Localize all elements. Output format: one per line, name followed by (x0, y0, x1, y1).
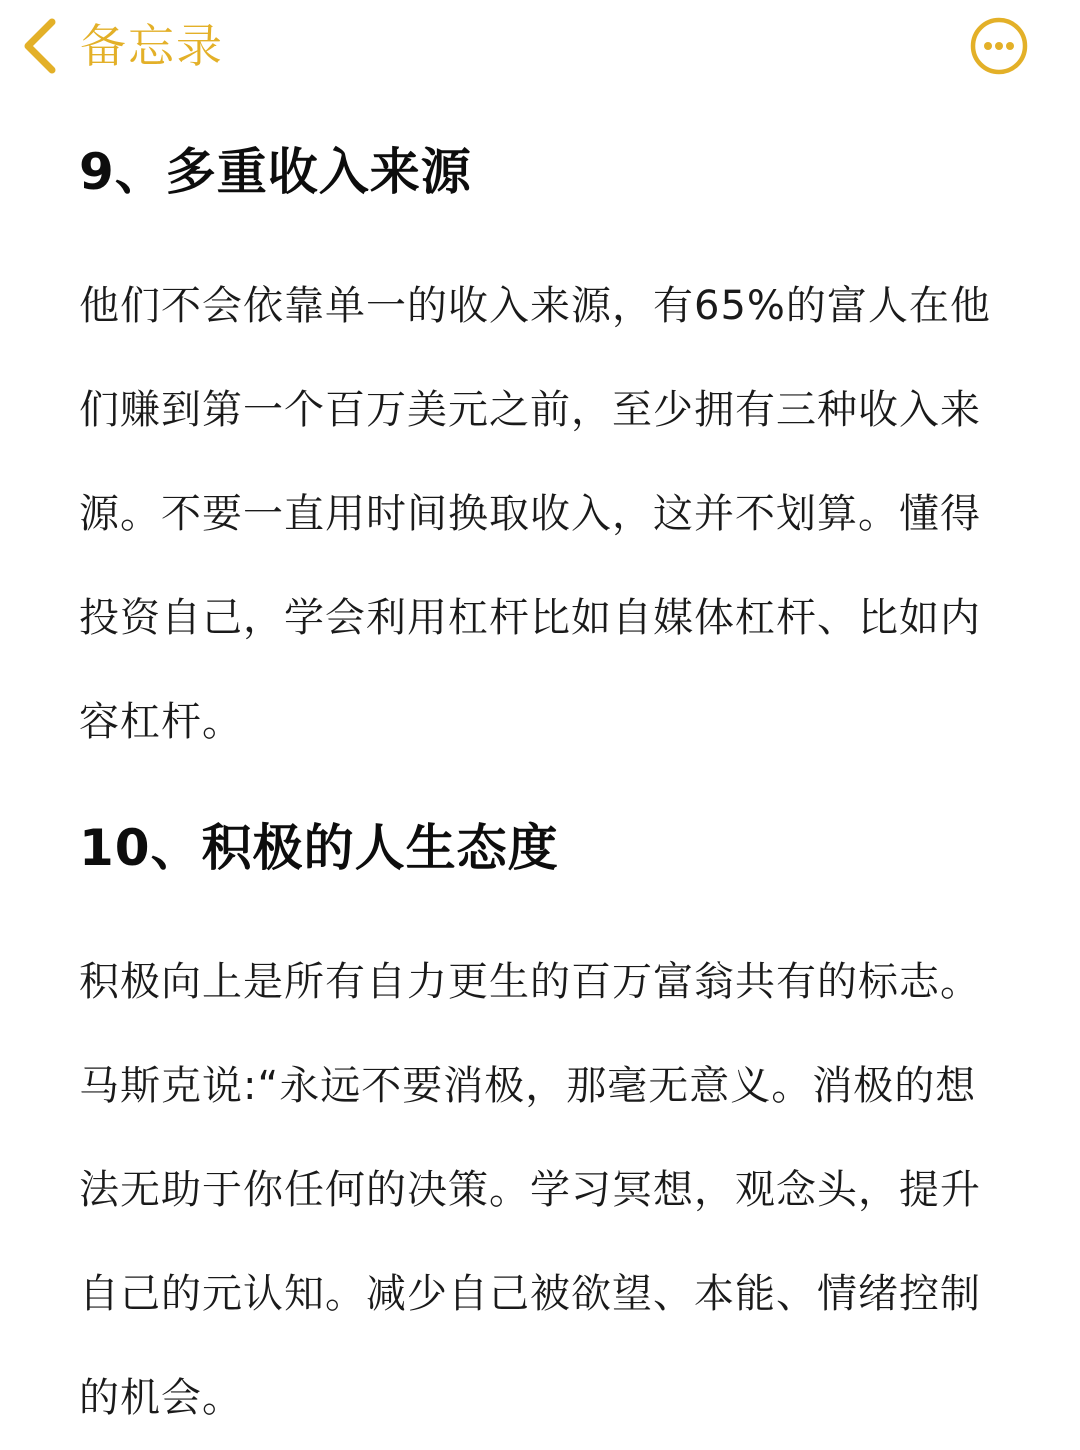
section-paragraph (79, 254, 1009, 774)
paragraph-line: 他们不会依靠单一的收入来源，有65%的富人在他 (79, 283, 991, 329)
paragraph-line: 积极向上是所有自力更生的百万富翁共有的标志。 (79, 959, 981, 1005)
section-heading: 9、多重收入来源 (79, 143, 472, 201)
section-heading: 10、积极的人生态度 (79, 819, 559, 877)
chevron-left-icon (22, 18, 58, 74)
more-horizontal-circle-icon[interactable] (969, 16, 1029, 76)
paragraph-line: 自己的元认知。减少自己被欲望、本能、情绪控制 (79, 1271, 981, 1317)
back-button-label: 备忘录 (80, 19, 224, 73)
back-button[interactable] (22, 14, 224, 78)
paragraph-line: 们赚到第一个百万美元之前，至少拥有三种收入来 (79, 387, 981, 433)
paragraph-line: 投资自己，学会利用杠杆比如自媒体杠杆、比如内 (79, 595, 981, 641)
note-content[interactable] (79, 120, 1009, 1450)
navigation-bar (0, 0, 1080, 100)
paragraph-line: 源。不要一直用时间换取收入，这并不划算。懂得 (79, 491, 981, 537)
paragraph-line: 容杠杆。 (79, 699, 243, 745)
paragraph-line: 马斯克说:“永远不要消极，那毫无意义。消极的想 (79, 1063, 977, 1109)
section-paragraph (79, 1034, 1009, 1450)
paragraph-line: 的机会。 (79, 1375, 243, 1421)
paragraph-line: 法无助于你任何的决策。学习冥想，观念头，提升 (79, 1167, 981, 1213)
section-paragraph (79, 930, 1009, 1034)
